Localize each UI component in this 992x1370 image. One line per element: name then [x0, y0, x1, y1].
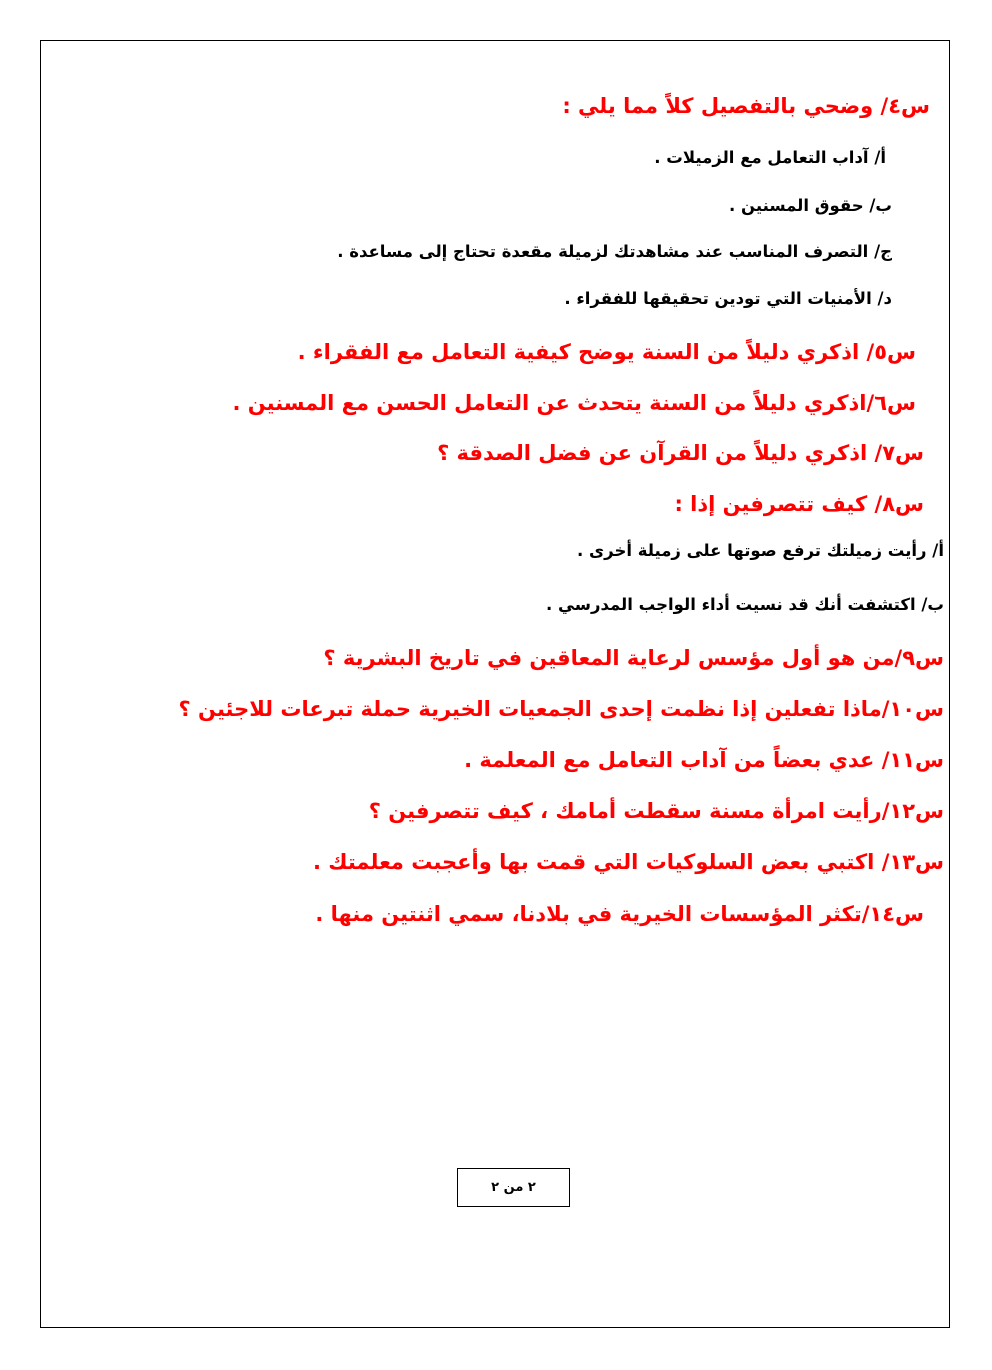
question-4-item-a: أ/ آداب التعامل مع الزميلات .: [654, 148, 886, 167]
page-number: [457, 1168, 570, 1207]
question-6: س٦/اذكري دليلاً من السنة يتحدث عن التعامل الحسن مع المسنين .: [232, 391, 916, 415]
question-4-item-b: ب/ حقوق المسنين .: [729, 196, 892, 215]
page-number-text: ٢ من ٢: [491, 1180, 536, 1195]
question-8-title: س٨/ كيف تتصرفين إذا :: [674, 492, 924, 516]
question-14: س١٤/تكثر المؤسسات الخيرية في بلادنا، سمي اثنتين منها .: [315, 902, 924, 926]
question-4-title: س٤/ وضحي بالتفصيل كلاً مما يلي :: [562, 94, 930, 118]
question-12: س١٢/رأيت امرأة مسنة سقطت أمامك ، كيف تتصرفين ؟: [368, 799, 944, 823]
question-13: س١٣/ اكتبي بعض السلوكيات التي قمت بها وأعجبت معلمتك .: [313, 850, 944, 874]
question-5: س٥/ اذكري دليلاً من السنة يوضح كيفية التعامل مع الفقراء .: [297, 340, 916, 364]
page-frame: [40, 40, 950, 1328]
question-8-item-b: ب/ اكتشفت أنك قد نسيت أداء الواجب المدرسي .: [546, 595, 944, 614]
question-11: س١١/ عدي بعضاً من آداب التعامل مع المعلمة .: [464, 748, 944, 772]
question-10: س١٠/ماذا تفعلين إذا نظمت إحدى الجمعيات الخيرية حملة تبرعات للاجئين ؟: [178, 697, 944, 721]
question-8-item-a: أ/ رأيت زميلتك ترفع صوتها على زميلة أخرى .: [577, 541, 944, 560]
question-4-item-c: ج/ التصرف المناسب عند مشاهدتك لزميلة مقعدة تحتاج إلى مساعدة .: [337, 242, 892, 261]
question-9: س٩/من هو أول مؤسس لرعاية المعاقين في تاريخ البشرية ؟: [323, 646, 944, 670]
question-4-item-d: د/ الأمنيات التي تودين تحقيقها للفقراء .: [564, 289, 892, 308]
question-7: س٧/ اذكري دليلاً من القرآن عن فضل الصدقة ؟: [437, 441, 924, 465]
